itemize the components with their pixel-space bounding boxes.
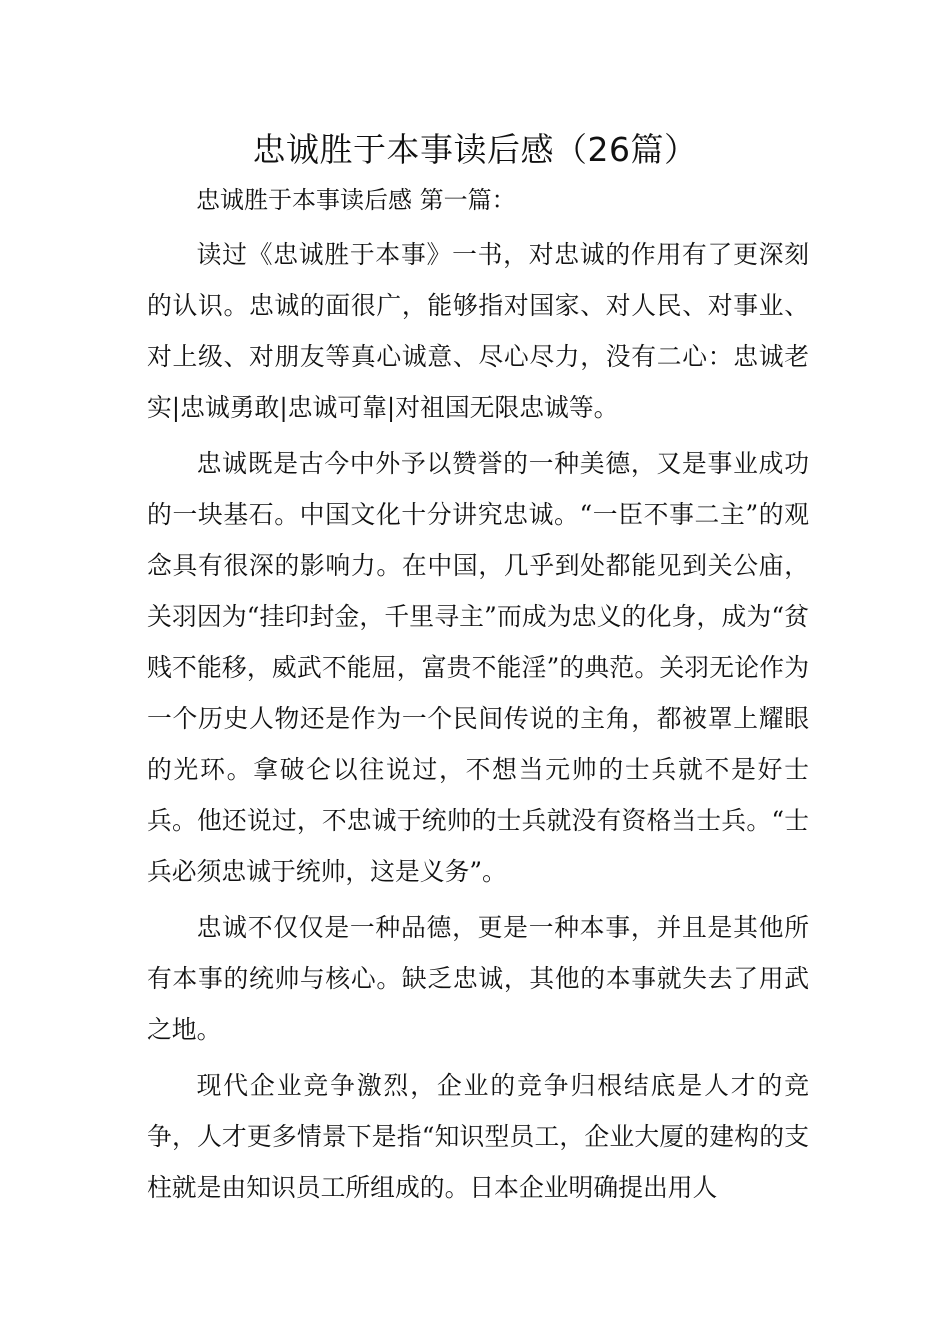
paragraph: 现代企业竞争激烈，企业的竞争归根结底是人才的竞争，人才更多情景下是指“知识型员工，企业大厦的建构的支柱就是由知识员工所组成的。日本企业明确提出用人: [147, 1071, 809, 1202]
paragraph: 忠诚既是古今中外予以赞誉的一种美德，又是事业成功的一块基石。中国文化十分讲究忠诚。“一臣不事二主”的观念具有很深的影响力。在中国，几乎到处都能见到关公庙，关羽因为“挂印封金，千里寻主”而成为忠义的化身，成为“贫贱不能移，威武不能屈，富贵不能淫”的典范。关羽无论作为一个历史人物还是作为一个民间传说的主角，都被罩上耀眼的光环。拿破仑以往说过，不想当元帅的士兵就不是好士兵。他还说过，不忠诚于统帅的士兵就没有资格当士兵。“士兵必须忠诚于统帅，这是义务”。: [147, 449, 809, 886]
section-heading: 忠诚胜于本事读后感 第一篇：: [196, 186, 516, 214]
paragraph: 忠诚不仅仅是一种品德，更是一种本事，并且是其他所有本事的统帅与核心。缺乏忠诚，其他的本事就失去了用武之地。: [147, 913, 809, 1044]
paragraph: 读过《忠诚胜于本事》一书，对忠诚的作用有了更深刻的认识。忠诚的面很广，能够指对国家、对人民、对事业、对上级、对朋友等真心诚意、尽心尽力，没有二心：忠诚老实|忠诚勇敢|忠诚可靠|对祖国无限忠诚等。: [147, 240, 809, 422]
document-body: [147, 229, 809, 1218]
document-title: 忠诚胜于本事读后感（26篇）: [252, 130, 698, 169]
